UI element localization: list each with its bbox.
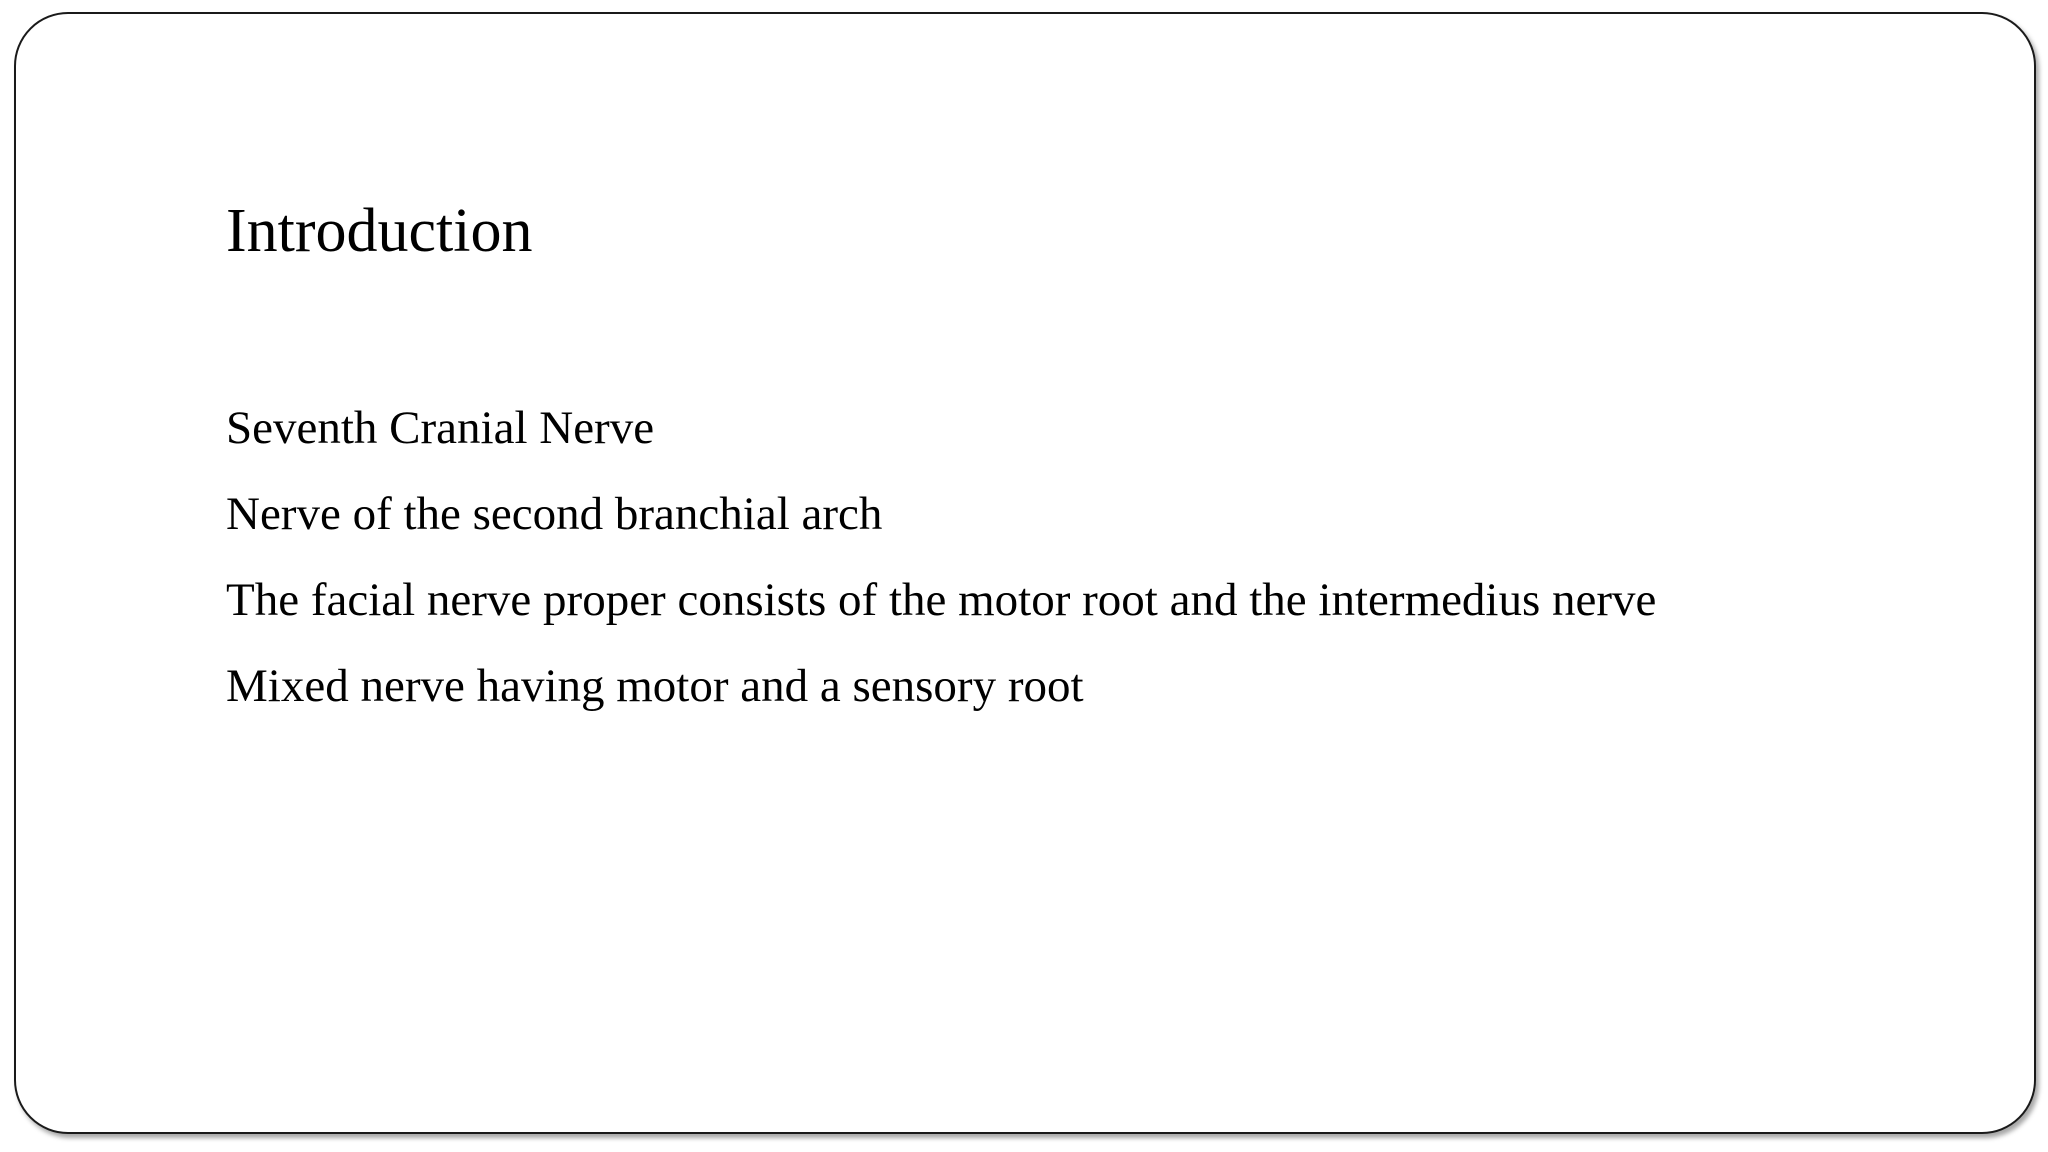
bullet-item: The facial nerve proper consists of the motor root and the intermedius nerve	[226, 574, 1657, 626]
bullet-item: Nerve of the second branchial arch	[226, 488, 883, 540]
bullet-list	[226, 400, 1656, 744]
slide-title: Introduction	[226, 197, 533, 265]
bullet-item: Mixed nerve having motor and a sensory root	[226, 660, 1084, 712]
bullet-item: Seventh Cranial Nerve	[226, 402, 655, 454]
